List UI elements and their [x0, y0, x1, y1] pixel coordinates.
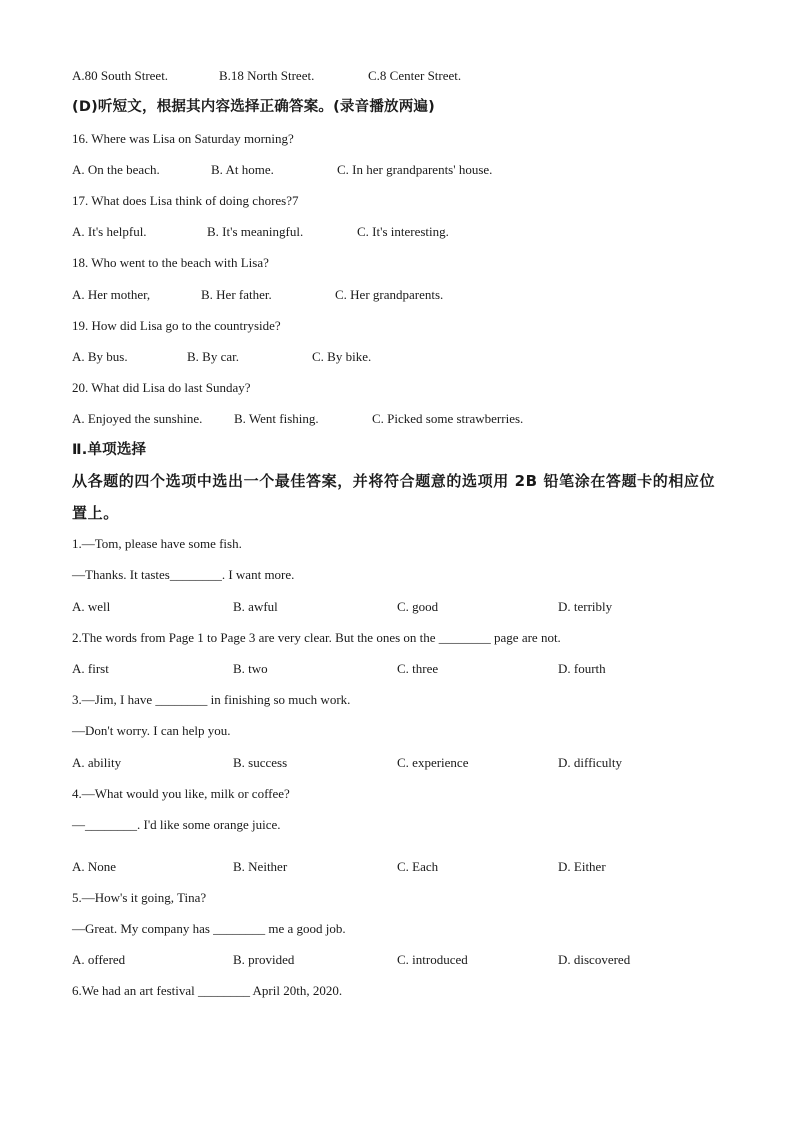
choice-5-option-a: A. offered [72, 952, 126, 967]
q18-option-a: A. Her mother, [72, 287, 151, 302]
choice-4-option-a: A. None [72, 859, 117, 874]
choice-2-option-a: A. first [72, 661, 109, 676]
choice-5-line-2: —Great. My company has ________ me a good job. [72, 921, 346, 936]
q19-option-a: A. By bus. [72, 349, 128, 364]
choice-2-option-b: B. two [233, 661, 268, 676]
choice-4-option-c: C. Each [397, 859, 439, 874]
section-2-instruction-line-2: 置上。 [72, 504, 119, 522]
section-d-heading: (D)听短文，根据其内容选择正确答案。(录音播放两遍) [72, 99, 435, 115]
choice-1-option-b: B. awful [233, 599, 278, 614]
section-2-title: Ⅱ.单项选择 [72, 442, 147, 458]
choice-3-line-1: 3.—Jim, I have ________ in finishing so much work. [72, 692, 351, 707]
choice-5-line-1: 5.—How's it going, Tina? [72, 890, 207, 905]
q18-question: 18. Who went to the beach with Lisa? [72, 255, 269, 270]
q17-option-c: C. It's interesting. [357, 224, 449, 239]
choice-3-option-d: D. difficulty [558, 755, 623, 770]
q18-option-c: C. Her grandparents. [335, 287, 444, 302]
choice-2-option-c: C. three [397, 661, 439, 676]
q16-option-c: C. In her grandparents' house. [337, 162, 493, 177]
q16-option-b: B. At home. [211, 162, 274, 177]
q19-question: 19. How did Lisa go to the countryside? [72, 318, 281, 333]
q20-option-a: A. Enjoyed the sunshine. [72, 411, 203, 426]
q18-option-b: B. Her father. [201, 287, 272, 302]
choice-3-option-c: C. experience [397, 755, 469, 770]
q17-option-b: B. It's meaningful. [207, 224, 304, 239]
section-2-instruction-line-1: 从各题的四个选项中选出一个最佳答案，并将符合题意的选项用 2B 铅笔涂在答题卡的相应位 [72, 472, 716, 490]
choice-5-option-c: C. introduced [397, 952, 468, 967]
q15-option-a: A.80 South Street. [72, 68, 169, 83]
choice-4-line-2: —________. I'd like some orange juice. [72, 817, 281, 832]
choice-2-option-d: D. fourth [558, 661, 606, 676]
choice-1-line-2: —Thanks. It tastes________. I want more. [72, 567, 295, 582]
q16-question: 16. Where was Lisa on Saturday morning? [72, 131, 294, 146]
q16-option-a: A. On the beach. [72, 162, 160, 177]
choice-1-option-d: D. terribly [558, 599, 613, 614]
q19-option-b: B. By car. [187, 349, 239, 364]
choice-6-line-1: 6.We had an art festival ________ April 20th, 2020. [72, 983, 343, 998]
choice-1-option-c: C. good [397, 599, 439, 614]
q20-question: 20. What did Lisa do last Sunday? [72, 380, 251, 395]
choice-5-option-b: B. provided [233, 952, 295, 967]
q15-option-c: C.8 Center Street. [368, 68, 462, 83]
q20-option-c: C. Picked some strawberries. [372, 411, 524, 426]
choice-1-option-a: A. well [72, 599, 111, 614]
choice-5-option-d: D. discovered [558, 952, 631, 967]
q17-option-a: A. It's helpful. [72, 224, 147, 239]
choice-4-option-d: D. Either [558, 859, 606, 874]
q15-option-b: B.18 North Street. [219, 68, 315, 83]
choice-3-option-b: B. success [233, 755, 288, 770]
choice-3-line-2: —Don't worry. I can help you. [72, 723, 231, 738]
q20-option-b: B. Went fishing. [234, 411, 319, 426]
choice-4-line-1: 4.—What would you like, milk or coffee? [72, 786, 290, 801]
choice-3-option-a: A. ability [72, 755, 122, 770]
choice-4-option-b: B. Neither [233, 859, 288, 874]
choice-1-line-1: 1.—Tom, please have some fish. [72, 536, 242, 551]
q19-option-c: C. By bike. [312, 349, 372, 364]
q17-question: 17. What does Lisa think of doing chores?7 [72, 193, 299, 208]
choice-2-line-1: 2.The words from Page 1 to Page 3 are very clear. But the ones on the ________ page are not. [72, 630, 561, 645]
